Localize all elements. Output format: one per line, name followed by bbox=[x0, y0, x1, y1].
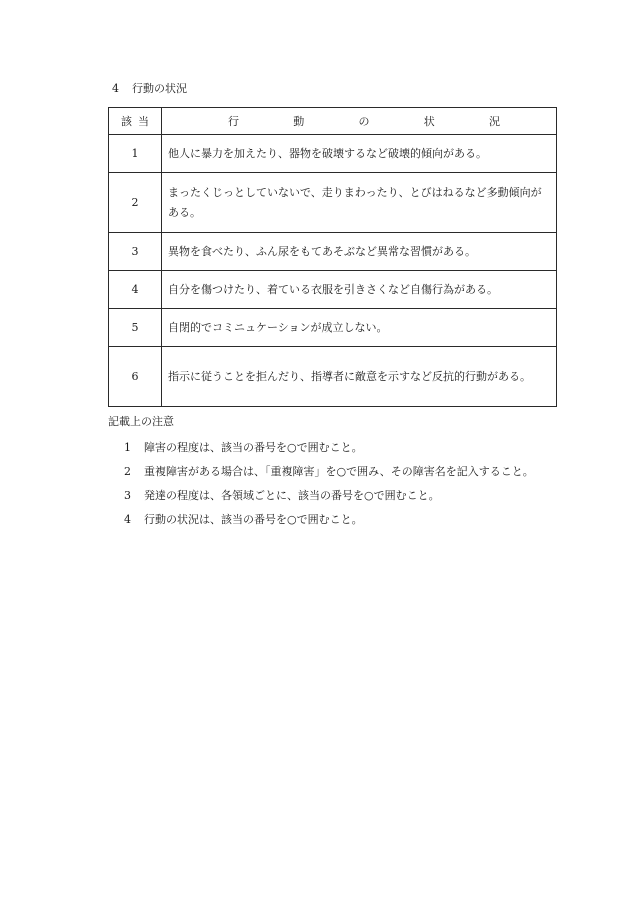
row-number: 2 bbox=[109, 173, 162, 233]
notes-title: 記載上の注意 bbox=[108, 415, 174, 428]
section-title bbox=[112, 82, 187, 96]
note-number: 1 bbox=[124, 441, 131, 454]
note-item bbox=[124, 441, 363, 455]
behavior-table bbox=[108, 107, 557, 407]
note-item bbox=[124, 489, 440, 503]
table-row bbox=[109, 271, 557, 309]
note-number: 2 bbox=[124, 465, 131, 478]
row-number: 1 bbox=[109, 135, 162, 173]
row-description: まったくじっとしていないで、走りまわったり、とびはねるなど多動傾向がある。 bbox=[162, 173, 557, 233]
table-row bbox=[109, 233, 557, 271]
note-text: 発達の程度は、各領域ごとに、該当の番号を○で囲むこと。 bbox=[144, 489, 440, 502]
note-number: 4 bbox=[124, 513, 131, 526]
header-char: 況 bbox=[489, 115, 500, 128]
table-header-row bbox=[109, 108, 557, 135]
row-description: 他人に暴力を加えたり、器物を破壊するなど破壊的傾向がある。 bbox=[162, 135, 557, 173]
section-number: 4 bbox=[112, 82, 119, 95]
note-text: 障害の程度は、該当の番号を○で囲むこと。 bbox=[144, 441, 363, 454]
header-applicable: 該当 bbox=[109, 108, 162, 135]
table-row bbox=[109, 309, 557, 347]
row-number: 6 bbox=[109, 347, 162, 407]
row-number: 4 bbox=[109, 271, 162, 309]
header-char: 動 bbox=[293, 115, 305, 128]
table-row bbox=[109, 173, 557, 233]
header-char: 状 bbox=[423, 115, 435, 128]
row-number: 3 bbox=[109, 233, 162, 271]
section-title-text: 行動の状況 bbox=[132, 82, 187, 95]
note-text: 重複障害がある場合は、「重複障害」を○で囲み、その障害名を記入すること。 bbox=[144, 465, 534, 478]
header-behavior-status bbox=[162, 108, 557, 135]
note-item bbox=[124, 513, 363, 527]
note-text: 行動の状況は、該当の番号を○で囲むこと。 bbox=[144, 513, 363, 526]
row-description: 自閉的でコミニュケーションが成立しない。 bbox=[162, 309, 557, 347]
table-row bbox=[109, 135, 557, 173]
note-item bbox=[124, 465, 534, 479]
row-number: 5 bbox=[109, 309, 162, 347]
header-char: の bbox=[358, 115, 370, 128]
row-description: 指示に従うことを拒んだり、指導者に敵意を示すなど反抗的行動がある。 bbox=[162, 347, 557, 407]
row-description: 異物を食べたり、ふん尿をもてあそぶなど異常な習慣がある。 bbox=[162, 233, 557, 271]
note-number: 3 bbox=[124, 489, 131, 502]
header-char: 行 bbox=[228, 115, 239, 128]
row-description: 自分を傷つけたり、着ている衣服を引きさくなど自傷行為がある。 bbox=[162, 271, 557, 309]
table-row bbox=[109, 347, 557, 407]
